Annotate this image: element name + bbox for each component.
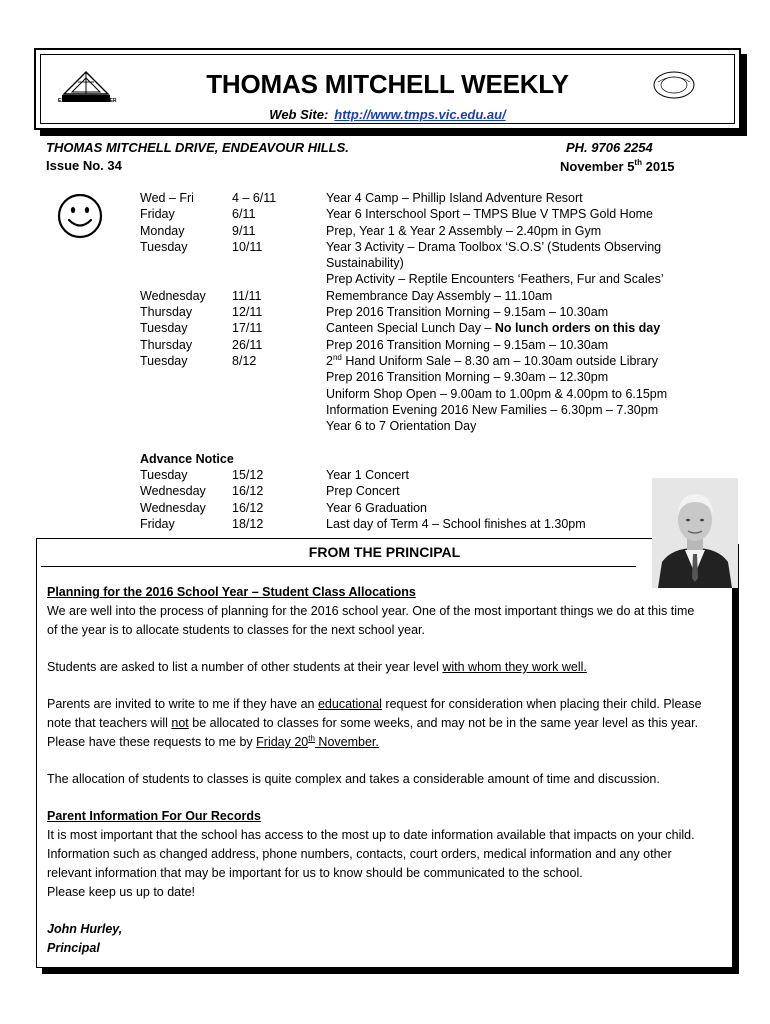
event-row: Tuesday 17/11 Canteen Special Lunch Day – No lunch orders on this day <box>140 321 661 336</box>
address-row <box>46 140 686 155</box>
issue-number: Issue No. 34 <box>46 158 122 173</box>
advance-event-row: Tuesday 15/12 Year 1 Concert <box>140 468 409 483</box>
school-logo-text: EXPLORING TOGETHER <box>58 98 117 104</box>
website-line <box>36 107 739 122</box>
advance-event-row: Friday 18/12 Last day of Term 4 – School finishes at 1.30pm <box>140 516 586 531</box>
event-row: Thursday 26/11 Prep 2016 Transition Morning – 9.15am – 10.30am <box>140 337 609 352</box>
principal-heading: FROM THE PRINCIPAL <box>308 544 461 560</box>
paragraph-planning: We are well into the process of planning for the 2016 school year. One of the most important things we do at this time of the year is to allocate students to classes for the next school year. <box>47 604 695 637</box>
paragraph-allocation: The allocation of students to classes is quite complex and takes a considerable amount of time and discussion. <box>47 772 660 786</box>
paragraph-records: It is most important that the school has access to the most up to date information available that impacts on your child. Information such as changed address, phone numbers, contacts, court orders, medical information and any other relevant information that may be important for us to know should be communicated to the school. <box>47 828 695 880</box>
smiley-icon <box>57 193 103 239</box>
event-row: Uniform Shop Open – 9.00am to 1.00pm & 4.00pm to 6.15pm <box>326 386 668 401</box>
issue-date: November 5th 2015 <box>560 158 675 174</box>
event-row: Monday 9/11 Prep, Year 1 & Year 2 Assembly – 2.40pm in Gym <box>140 223 602 238</box>
advance-event-row: Wednesday 16/12 Prep Concert <box>140 484 400 499</box>
event-row: Sustainability) <box>326 256 404 271</box>
school-address: THOMAS MITCHELL DRIVE, ENDEAVOUR HILLS. <box>46 140 349 155</box>
issue-row <box>46 158 686 173</box>
paragraph-students: Students are asked to list a number of other students at their year level with whom they work well. <box>47 660 587 674</box>
event-row: Tuesday 8/12 2nd Hand Uniform Sale – 8.30 am – 10.30am outside Library <box>140 352 659 368</box>
event-row: Wednesday 11/11 Remembrance Day Assembly – 11.10am <box>140 288 553 303</box>
event-row: Thursday 12/11 Prep 2016 Transition Morning – 9.15am – 10.30am <box>140 305 609 320</box>
event-row: Friday 6/11 Year 6 Interschool Sport – TMPS Blue V TMPS Gold Home <box>140 207 654 222</box>
masthead <box>34 48 741 130</box>
event-row: Prep Activity – Reptile Encounters ‘Feathers, Fur and Scales’ <box>326 272 664 287</box>
newsletter-title: THOMAS MITCHELL WEEKLY <box>206 69 569 99</box>
events-list <box>140 190 700 532</box>
advance-notice-heading: Advance Notice <box>140 451 234 466</box>
event-row: Year 6 to 7 Orientation Day <box>326 419 477 434</box>
signature-title: Principal <box>47 941 100 955</box>
section-title-records: Parent Information For Our Records <box>47 809 261 823</box>
section-title-planning: Planning for the 2016 School Year – Student Class Allocations <box>47 585 416 599</box>
school-phone: PH. 9706 2254 <box>566 140 653 155</box>
paragraph-parents: Parents are invited to write to me if they have an educational request for consideration when placing their child. Please note that teachers will not be allocated to classes for some weeks, and may not be in the same year level as this year. Please have these requests to me by Friday 20th November. <box>47 697 702 749</box>
advance-event-row: Wednesday 16/12 Year 6 Graduation <box>140 500 428 515</box>
website-label: Web Site: <box>269 107 329 122</box>
signature-name: John Hurley, <box>47 922 123 936</box>
principal-section <box>36 538 733 968</box>
paragraph-keep-updated: Please keep us up to date! <box>47 885 196 899</box>
event-row: Information Evening 2016 New Families – 6.30pm – 7.30pm <box>326 402 659 417</box>
event-row: Tuesday 10/11 Year 3 Activity – Drama Toolbox ‘S.O.S’ (Students Observing <box>140 239 662 254</box>
event-row: Wed – Fri 4 – 6/11 Year 4 Camp – Phillip Island Adventure Resort <box>140 191 583 205</box>
principal-photo <box>652 478 738 588</box>
website-link[interactable]: http://www.tmps.vic.edu.au/ <box>334 107 506 122</box>
principal-content <box>47 583 707 958</box>
heading-divider <box>41 566 636 567</box>
event-row: Prep 2016 Transition Morning – 9.30am – 12.30pm <box>326 370 609 385</box>
